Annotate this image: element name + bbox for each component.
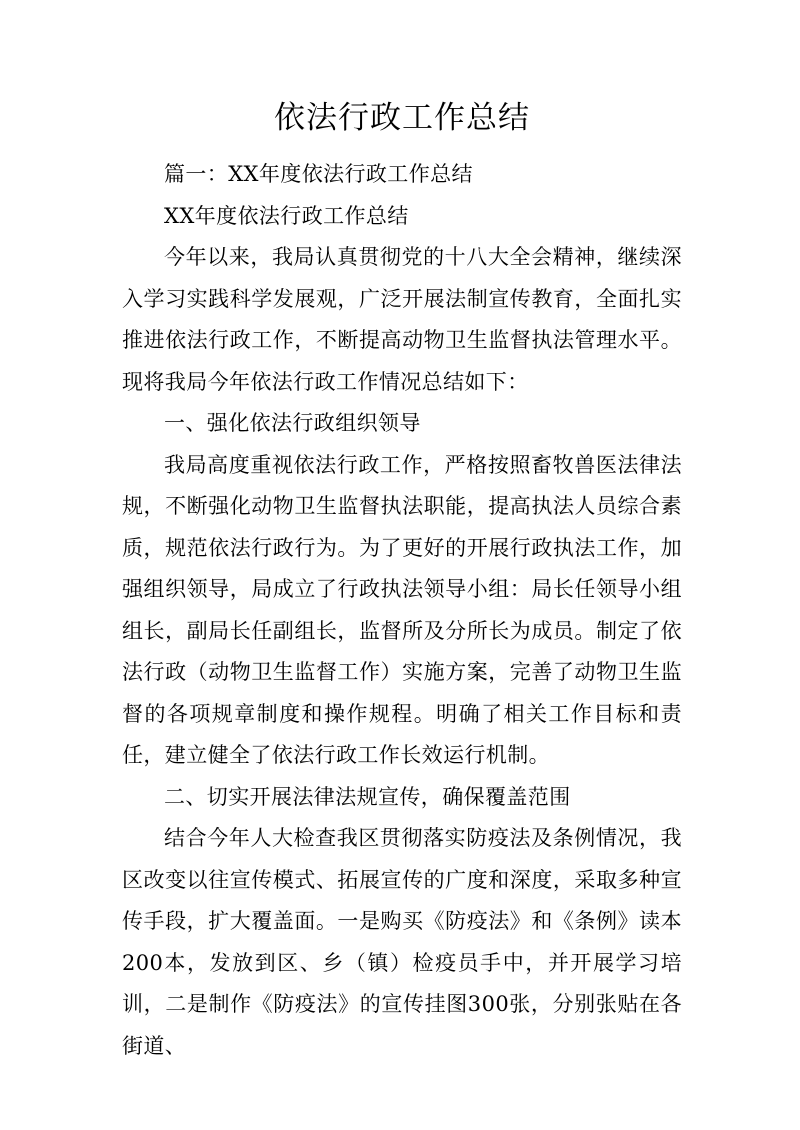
sub-title: XX年度依法行政工作总结	[164, 203, 409, 228]
section-heading-2: 二、切实开展法律法规宣传，确保覆盖范围	[164, 784, 571, 809]
document-body	[122, 154, 682, 1067]
section-2-paragraph: 结合今年人大检查我区贯彻落实防疫法及条例情况，我区改变以往宣传模式、拓展宣传的广度和深度，采取多种宣传手段，扩大覆盖面。一是购买《防疫法》和《条例》读本200本，发放到区、乡（镇）检疫员手中，并开展学习培训，二是制作《防疫法》的宣传挂图300张，分别张贴在各街道、	[122, 826, 682, 1058]
section-heading-1: 一、强化依法行政组织领导	[164, 411, 421, 435]
section-heading-part-one: 篇一：XX年度依法行政工作总结	[164, 162, 473, 186]
section-1-paragraph: 我局高度重视依法行政工作，严格按照畜牧兽医法律法规，不断强化动物卫生监督执法职能，提高执法人员综合素质，规范依法行政行为。为了更好的开展行政执法工作，加强组织领导，局成立了行政执法领导小组：局长任领导小组组长，副局长任副组长，监督所及分所长为成员。制定了依法行政（动物卫生监督工作）实施方案，完善了动物卫生监督的各项规章制度和操作规程。明确了相关工作目标和责任，建立健全了依法行政工作长效运行机制。	[122, 452, 682, 767]
document-title: 依法行政工作总结	[274, 100, 530, 136]
intro-paragraph: 今年以来，我局认真贯彻党的十八大全会精神，继续深入学习实践科学发展观，广泛开展法制宣传教育，全面扎实推进依法行政工作，不断提高动物卫生监督执法管理水平。现将我局今年依法行政工作情况总结如下：	[122, 245, 682, 394]
